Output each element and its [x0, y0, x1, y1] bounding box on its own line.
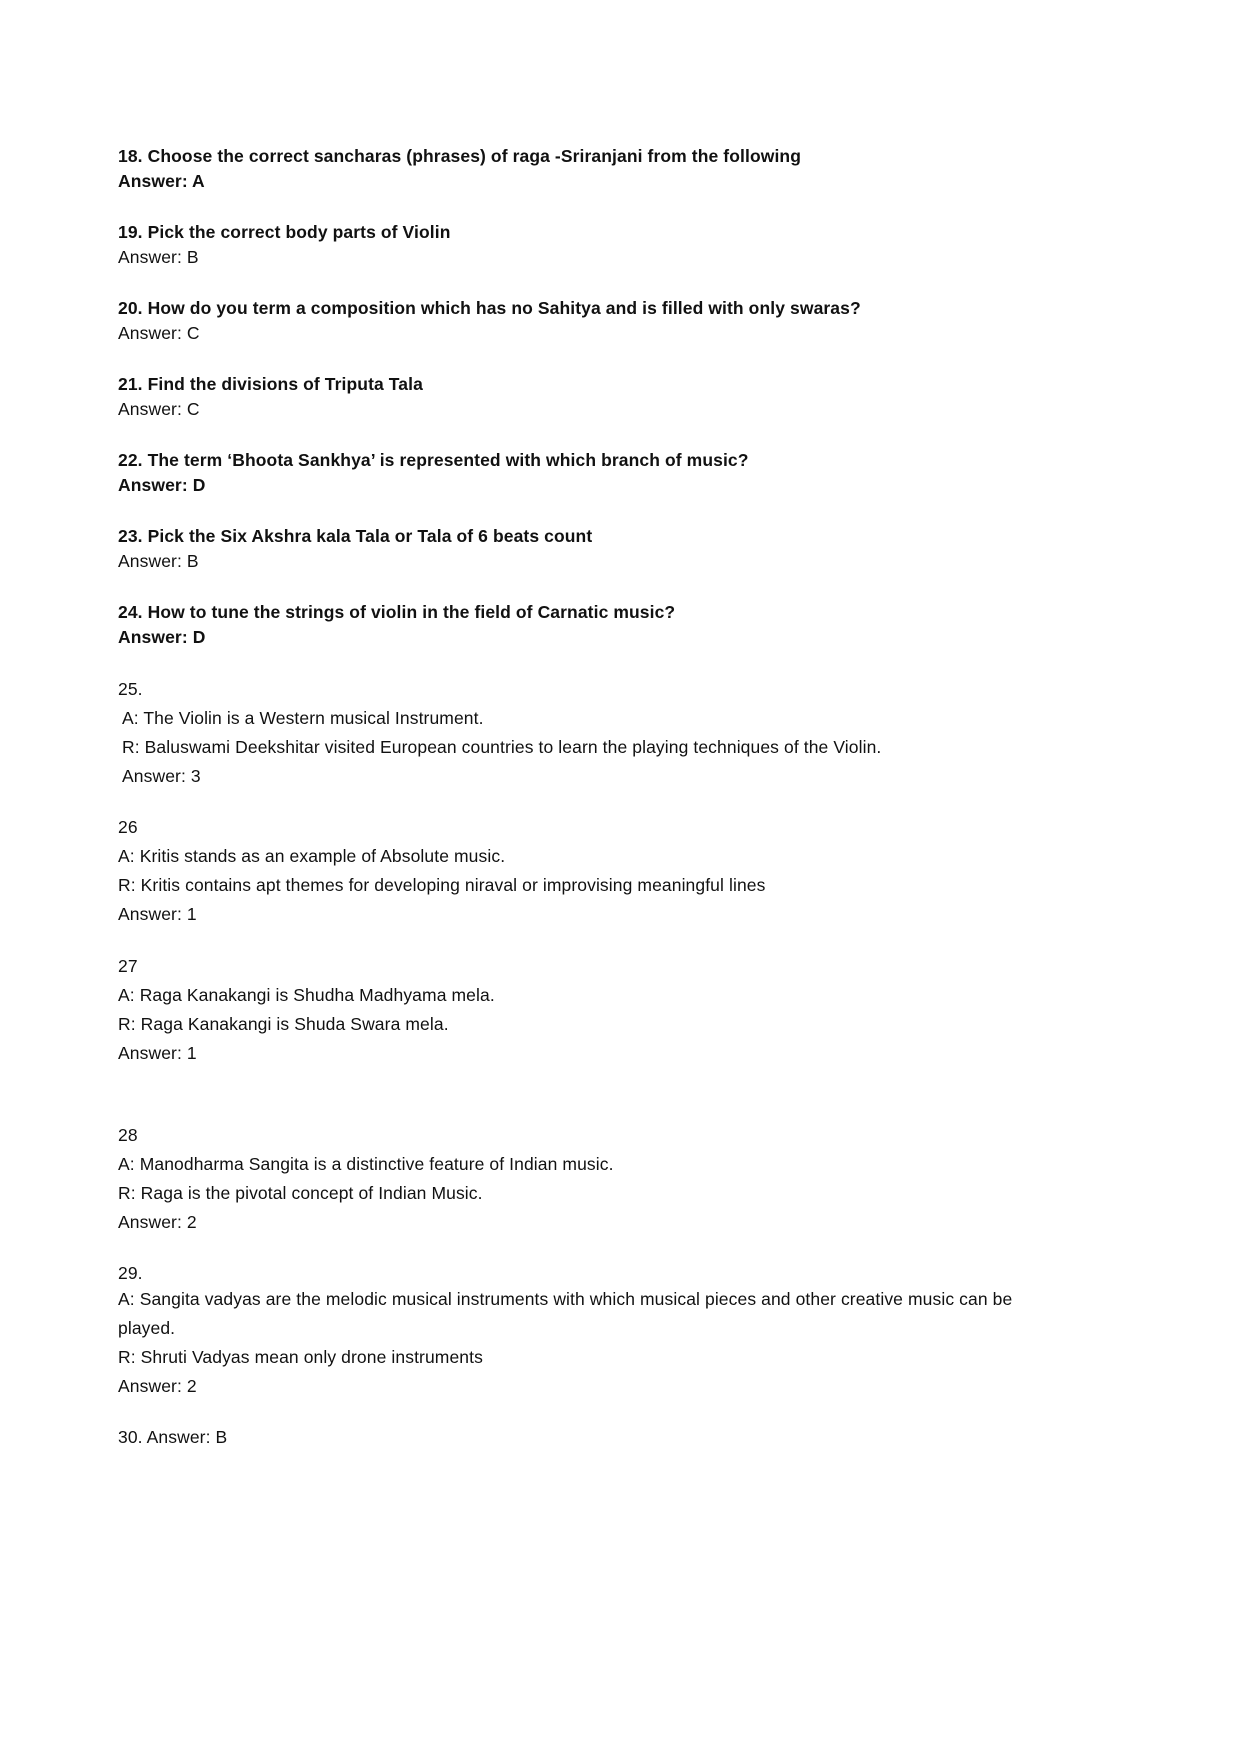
assertion-26: A: Kritis stands as an example of Absolute music. — [118, 846, 506, 866]
assertion-29-line-1: A: Sangita vadyas are the melodic musical instruments with which musical pieces and other creative music can be — [118, 1289, 1013, 1309]
assertion-28: A: Manodharma Sangita is a distinctive feature of Indian music. — [118, 1154, 614, 1174]
question-29-number: 29. — [118, 1263, 143, 1283]
answer-22: Answer: D — [118, 475, 206, 495]
assertion-25: A: The Violin is a Western musical Instrument. — [122, 708, 484, 728]
question-20: 20. How do you term a composition which has no Sahitya and is filled with only swaras? — [118, 298, 861, 318]
question-19: 19. Pick the correct body parts of Violin — [118, 222, 451, 242]
answer-23: Answer: B — [118, 551, 199, 571]
answer-21: Answer: C — [118, 399, 200, 419]
reason-29: R: Shruti Vadyas mean only drone instruments — [118, 1347, 483, 1367]
question-28-number: 28 — [118, 1125, 138, 1145]
reason-28: R: Raga is the pivotal concept of Indian Music. — [118, 1183, 483, 1203]
answer-30: 30. Answer: B — [118, 1427, 228, 1447]
question-23: 23. Pick the Six Akshra kala Tala or Tala of 6 beats count — [118, 526, 593, 546]
reason-25: R: Baluswami Deekshitar visited European countries to learn the playing techniques of the Violin. — [122, 737, 882, 757]
question-26-number: 26 — [118, 817, 138, 837]
question-22: 22. The term ‘Bhoota Sankhya’ is represented with which branch of music? — [118, 450, 749, 470]
question-24: 24. How to tune the strings of violin in the field of Carnatic music? — [118, 602, 676, 622]
answer-24: Answer: D — [118, 627, 206, 647]
assertion-29-line-2: played. — [118, 1318, 176, 1338]
reason-27: R: Raga Kanakangi is Shuda Swara mela. — [118, 1014, 449, 1034]
answer-27: Answer: 1 — [118, 1043, 197, 1063]
question-27-number: 27 — [118, 956, 138, 976]
answer-29: Answer: 2 — [118, 1376, 197, 1396]
answer-25: Answer: 3 — [122, 766, 201, 786]
answer-28: Answer: 2 — [118, 1212, 197, 1232]
question-25-number: 25. — [118, 679, 143, 699]
question-18: 18. Choose the correct sancharas (phrases) of raga -Sriranjani from the following — [118, 146, 801, 166]
question-21: 21. Find the divisions of Triputa Tala — [118, 374, 423, 394]
answer-26: Answer: 1 — [118, 904, 197, 924]
answer-18: Answer: A — [118, 171, 205, 191]
assertion-27: A: Raga Kanakangi is Shudha Madhyama mela. — [118, 985, 495, 1005]
answer-20: Answer: C — [118, 323, 200, 343]
reason-26: R: Kritis contains apt themes for developing niraval or improvising meaningful lines — [118, 875, 766, 895]
answer-19: Answer: B — [118, 247, 199, 267]
